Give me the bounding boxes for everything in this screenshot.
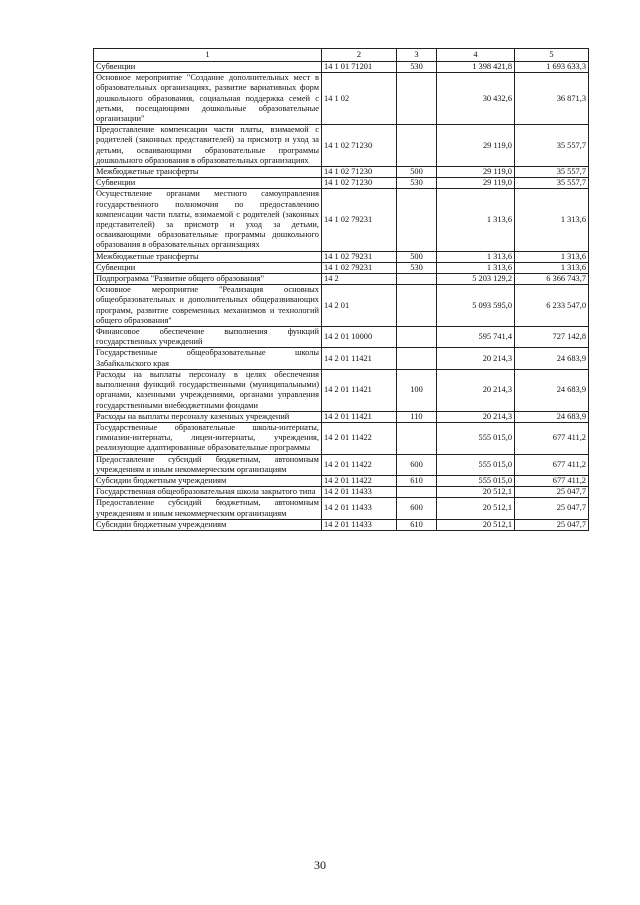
row-value-col5: 35 557,7 [515, 125, 589, 167]
row-expense-type: 600 [397, 498, 437, 519]
row-expense-type [397, 73, 437, 125]
row-expense-type: 530 [397, 62, 437, 73]
column-header-4: 4 [437, 49, 515, 62]
row-value-col4: 555 015,0 [437, 475, 515, 486]
row-expense-type: 110 [397, 411, 437, 422]
row-code: 14 1 02 71230 [322, 178, 397, 189]
table-header-row [94, 49, 589, 62]
column-header-3: 3 [397, 49, 437, 62]
row-value-col4: 20 512,1 [437, 519, 515, 530]
row-value-col5: 1 313,6 [515, 251, 589, 262]
row-code: 14 2 01 11433 [322, 487, 397, 498]
row-expense-type [397, 285, 437, 327]
row-code: 14 2 01 11422 [322, 475, 397, 486]
row-name: Расходы на выплаты персоналу в целях обеспечения выполнения функций государственными (муниципальными) органами, казенными учреждениями, органами управления государственными внебюджетными фондами [94, 369, 322, 411]
row-name: Осуществление органами местного самоуправления государственного полномочия по предоставлению компенсации части платы, взимаемой с родителей (законных представителей) за присмотр и уход за детьми, осваивающими образовательные программы дошкольного образования в образовательных организациях [94, 189, 322, 251]
column-header-5: 5 [515, 49, 589, 62]
table-row [94, 167, 589, 178]
row-expense-type: 500 [397, 167, 437, 178]
row-value-col5: 36 871,3 [515, 73, 589, 125]
row-expense-type: 530 [397, 262, 437, 273]
row-name: Субвенции [94, 262, 322, 273]
row-value-col4: 1 313,6 [437, 189, 515, 251]
table-row [94, 519, 589, 530]
row-name: Субвенции [94, 62, 322, 73]
row-code: 14 1 02 71230 [322, 167, 397, 178]
row-code: 14 2 [322, 274, 397, 285]
row-code: 14 1 02 79231 [322, 189, 397, 251]
table-row [94, 73, 589, 125]
row-name: Основное мероприятие "Реализация основных общеобразовательных и дополнительных общеразвивающих программ, развитие современных механизмов и технологий общего образования" [94, 285, 322, 327]
table-row [94, 285, 589, 327]
row-name: Межбюджетные трансферты [94, 251, 322, 262]
row-expense-type: 610 [397, 519, 437, 530]
row-name: Субвенции [94, 178, 322, 189]
table-row [94, 327, 589, 348]
row-value-col4: 555 015,0 [437, 454, 515, 475]
row-value-col4: 1 313,6 [437, 262, 515, 273]
row-code: 14 2 01 11421 [322, 348, 397, 369]
row-name: Расходы на выплаты персоналу казенных учреждений [94, 411, 322, 422]
row-value-col5: 727 142,8 [515, 327, 589, 348]
table-row [94, 125, 589, 167]
row-value-col4: 5 203 129,2 [437, 274, 515, 285]
row-value-col4: 1 313,6 [437, 251, 515, 262]
row-name: Государственные образовательные школы-интернаты, гимназии-интернаты, лицеи-интернаты, учреждения, реализующие адаптированные образовательные программы [94, 422, 322, 454]
table-row [94, 454, 589, 475]
row-value-col5: 677 411,2 [515, 475, 589, 486]
row-expense-type [397, 189, 437, 251]
row-expense-type [397, 348, 437, 369]
row-name: Предоставление субсидий бюджетным, автономным учреждениям и иным некоммерческим организациям [94, 454, 322, 475]
row-value-col4: 20 512,1 [437, 498, 515, 519]
row-expense-type [397, 487, 437, 498]
row-name: Основное мероприятие "Создание дополнительных мест в образовательных организациях, развитие вариативных форм дошкольного образования, социальная поддержка семей с детьми, посещающими дошкольные образовательные организации" [94, 73, 322, 125]
row-code: 14 1 01 71201 [322, 62, 397, 73]
row-name: Подпрограмма "Развитие общего образования" [94, 274, 322, 285]
row-expense-type: 610 [397, 475, 437, 486]
row-code: 14 1 02 [322, 73, 397, 125]
row-value-col4: 20 214,3 [437, 369, 515, 411]
row-code: 14 2 01 11433 [322, 519, 397, 530]
budget-table [93, 48, 589, 531]
column-header-2: 2 [322, 49, 397, 62]
row-value-col5: 677 411,2 [515, 422, 589, 454]
row-expense-type: 530 [397, 178, 437, 189]
row-value-col5: 35 557,7 [515, 167, 589, 178]
row-value-col5: 6 366 743,7 [515, 274, 589, 285]
row-value-col5: 1 313,6 [515, 189, 589, 251]
row-code: 14 1 02 79231 [322, 251, 397, 262]
table-row [94, 411, 589, 422]
table-row [94, 487, 589, 498]
row-value-col5: 25 047,7 [515, 519, 589, 530]
row-value-col5: 1 313,6 [515, 262, 589, 273]
row-expense-type: 600 [397, 454, 437, 475]
row-code: 14 1 02 71230 [322, 125, 397, 167]
row-expense-type: 100 [397, 369, 437, 411]
table-row [94, 274, 589, 285]
row-value-col5: 35 557,7 [515, 178, 589, 189]
row-value-col5: 25 047,7 [515, 487, 589, 498]
row-code: 14 2 01 [322, 285, 397, 327]
row-name: Государственные общеобразовательные школы Забайкальского края [94, 348, 322, 369]
row-name: Субсидии бюджетным учреждениям [94, 519, 322, 530]
row-value-col5: 24 683,9 [515, 369, 589, 411]
row-value-col4: 20 214,3 [437, 411, 515, 422]
row-expense-type: 500 [397, 251, 437, 262]
row-name: Субсидии бюджетным учреждениям [94, 475, 322, 486]
table-row [94, 475, 589, 486]
row-name: Межбюджетные трансферты [94, 167, 322, 178]
row-value-col4: 29 119,0 [437, 125, 515, 167]
row-code: 14 2 01 11421 [322, 411, 397, 422]
row-name: Предоставление субсидий бюджетным, автономным учреждениям и иным некоммерческим организациям [94, 498, 322, 519]
row-expense-type [397, 125, 437, 167]
row-expense-type [397, 327, 437, 348]
row-name: Государственная общеобразовательная школа закрытого типа [94, 487, 322, 498]
table-row [94, 189, 589, 251]
row-value-col4: 595 741,4 [437, 327, 515, 348]
table-row [94, 422, 589, 454]
row-value-col4: 30 432,6 [437, 73, 515, 125]
row-value-col4: 20 512,1 [437, 487, 515, 498]
row-value-col5: 24 683,9 [515, 348, 589, 369]
row-value-col4: 1 398 421,8 [437, 62, 515, 73]
table-row [94, 178, 589, 189]
page-number: 30 [314, 858, 326, 872]
row-code: 14 2 01 11421 [322, 369, 397, 411]
row-code: 14 2 01 11422 [322, 454, 397, 475]
row-value-col5: 25 047,7 [515, 498, 589, 519]
row-expense-type [397, 274, 437, 285]
table-row [94, 251, 589, 262]
row-value-col4: 555 015,0 [437, 422, 515, 454]
row-value-col4: 5 093 595,0 [437, 285, 515, 327]
table-row [94, 369, 589, 411]
table-row [94, 498, 589, 519]
row-name: Финансовое обеспечение выполнения функций государственных учреждений [94, 327, 322, 348]
row-code: 14 2 01 11433 [322, 498, 397, 519]
row-value-col5: 1 693 633,3 [515, 62, 589, 73]
row-value-col4: 29 119,0 [437, 167, 515, 178]
column-header-1: 1 [94, 49, 322, 62]
row-value-col4: 20 214,3 [437, 348, 515, 369]
row-value-col5: 24 683,9 [515, 411, 589, 422]
table-row [94, 62, 589, 73]
row-name: Предоставление компенсации части платы, взимаемой с родителей (законных представителей) за присмотр и уход за детьми, осваивающими образовательные программы дошкольного образования в образовательных организациях [94, 125, 322, 167]
table-row [94, 262, 589, 273]
row-value-col5: 6 233 547,0 [515, 285, 589, 327]
row-code: 14 2 01 10000 [322, 327, 397, 348]
row-expense-type [397, 422, 437, 454]
row-code: 14 2 01 11422 [322, 422, 397, 454]
row-code: 14 1 02 79231 [322, 262, 397, 273]
table-row [94, 348, 589, 369]
row-value-col4: 29 119,0 [437, 178, 515, 189]
row-value-col5: 677 411,2 [515, 454, 589, 475]
